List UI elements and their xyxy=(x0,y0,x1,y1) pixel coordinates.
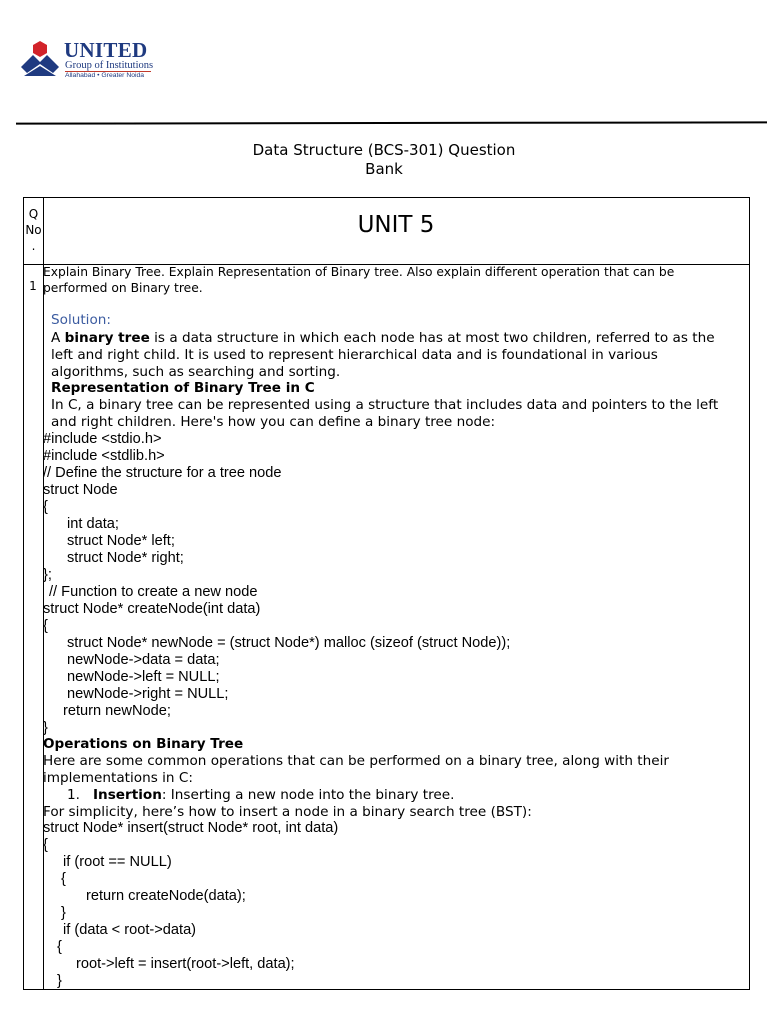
code-line: root->left = insert(root->left, data); xyxy=(76,956,295,972)
bst-note: For simplicity, here’s how to insert a node in a binary search tree (BST): xyxy=(43,804,532,820)
representation-paragraph-line: In C, a binary tree can be represented using a structure that includes data and pointers to the left xyxy=(51,397,719,413)
intro-paragraph-line: algorithms, such as searching and sorting. xyxy=(51,364,341,380)
list-marker: 1. xyxy=(67,787,80,803)
code-line: int data; xyxy=(67,516,119,532)
code-line: { xyxy=(43,499,48,515)
code-line: newNode->left = NULL; xyxy=(67,669,220,685)
solution-label: Solution: xyxy=(51,312,111,328)
list-item-insertion: 1. Insertion: Inserting a new node into the binary tree. xyxy=(67,787,455,803)
code-line: if (root == NULL) xyxy=(63,854,172,870)
code-line: { xyxy=(43,837,48,853)
code-line: } xyxy=(43,720,48,736)
question-number: 1 xyxy=(29,279,37,293)
code-line: return newNode; xyxy=(63,703,171,719)
code-line: struct Node xyxy=(43,482,118,498)
code-line: #include <stdio.h> xyxy=(43,431,162,447)
intro-paragraph-line: A binary tree is a data structure in which each node has at most two children, referred to as the xyxy=(51,330,715,346)
question-text-line: performed on Binary tree. xyxy=(43,281,203,295)
qno-header xyxy=(24,206,43,254)
qno-header-line: Q xyxy=(28,207,39,221)
code-line: return createNode(data); xyxy=(86,888,246,904)
representation-paragraph-line: and right children. Here's how you can define a binary tree node: xyxy=(51,414,496,430)
operations-paragraph-line: Here are some common operations that can be performed on a binary tree, along with their xyxy=(43,753,669,769)
unit-title: UNIT 5 xyxy=(357,212,435,238)
code-line: { xyxy=(61,871,66,887)
question-table xyxy=(23,197,750,990)
code-line: struct Node* newNode = (struct Node*) malloc (sizeof (struct Node)); xyxy=(67,635,511,651)
logo-subtitle: Group of Institutions xyxy=(65,60,154,71)
code-line: struct Node* insert(struct Node* root, int data) xyxy=(43,820,339,836)
operations-paragraph-line: implementations in C: xyxy=(43,770,193,786)
code-line: // Function to create a new node xyxy=(49,584,258,600)
code-line: }; xyxy=(43,567,52,583)
question-text-line: Explain Binary Tree. Explain Representation of Binary tree. Also explain different operation that can be xyxy=(43,265,675,279)
document-title-line-1: Data Structure (BCS-301) Question xyxy=(252,141,516,159)
document-title-line-2: Bank xyxy=(365,160,403,178)
code-line: } xyxy=(61,905,66,921)
logo-location: Allahabad • Greater Noida xyxy=(65,72,145,79)
logo-emblem-icon xyxy=(20,40,62,78)
code-line: #include <stdlib.h> xyxy=(43,448,165,464)
code-line: } xyxy=(57,973,62,989)
insertion-term: Insertion xyxy=(92,787,162,803)
institution-logo xyxy=(20,40,160,80)
code-line: if (data < root->data) xyxy=(63,922,197,938)
code-line: struct Node* right; xyxy=(67,550,184,566)
code-line: struct Node* left; xyxy=(67,533,175,549)
qno-header-line: . xyxy=(31,239,36,253)
intro-paragraph-line: left and right child. It is used to represent hierarchical data and is foundational in various xyxy=(51,347,658,363)
code-line: newNode->right = NULL; xyxy=(67,686,229,702)
code-line: // Define the structure for a tree node xyxy=(43,465,282,481)
code-line: struct Node* createNode(int data) xyxy=(43,601,261,617)
operations-heading: Operations on Binary Tree xyxy=(43,736,244,752)
logo-name: UNITED xyxy=(64,38,148,62)
code-line: { xyxy=(57,939,62,955)
code-line: { xyxy=(43,618,48,634)
qno-header-line: No xyxy=(25,223,42,237)
document-title xyxy=(0,141,768,179)
binary-tree-term: binary tree xyxy=(64,330,150,346)
answer-content xyxy=(43,198,748,989)
representation-heading: Representation of Binary Tree in C xyxy=(51,380,315,396)
header-divider xyxy=(16,121,767,124)
code-line: newNode->data = data; xyxy=(67,652,220,668)
